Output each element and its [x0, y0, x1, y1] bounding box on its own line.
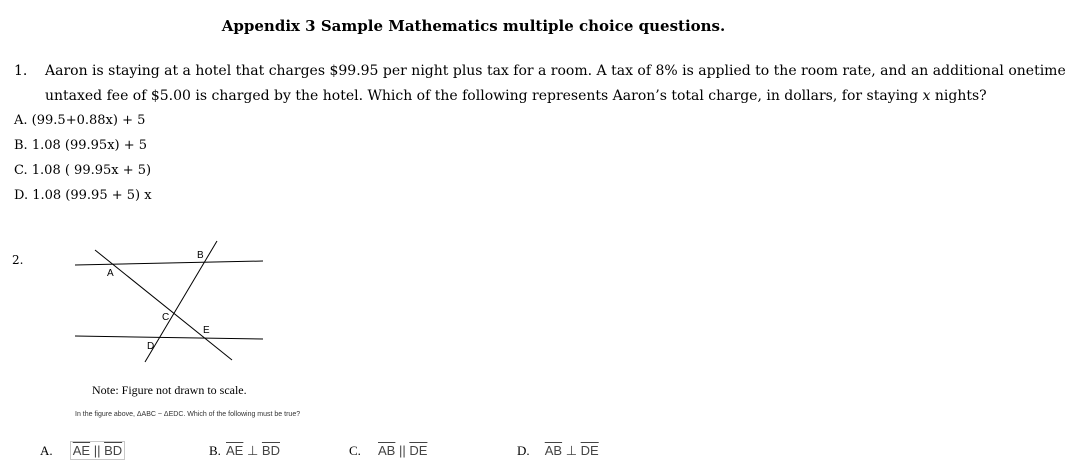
- answer-expression: [545, 443, 599, 458]
- question-1-text-end: nights?: [930, 88, 987, 104]
- answer-d[interactable]: [517, 440, 599, 459]
- question-2-number: 2.: [12, 253, 24, 267]
- question-1-text-line-2: [45, 88, 987, 104]
- line-ae: [95, 250, 232, 360]
- option-c[interactable]: [14, 163, 151, 178]
- option-letter: C.: [14, 163, 28, 178]
- answer-expression: [378, 443, 427, 458]
- answer-c[interactable]: [349, 440, 427, 459]
- question-2-prompt: In the figure above, ΔABC ~ ΔEDC. Which of the following must be true?: [75, 411, 301, 418]
- label-b: B: [197, 250, 204, 261]
- answer-letter: C.: [349, 443, 361, 458]
- relation: ⊥: [243, 443, 262, 458]
- relation: ||: [90, 443, 105, 458]
- segment: $\overline{BD}$: [104, 443, 123, 458]
- answer-expression: [70, 441, 125, 460]
- label-c: C: [162, 312, 170, 323]
- page-title: Appendix 3 Sample Mathematics multiple choice questions.: [221, 17, 726, 35]
- bottom-parallel-line: [75, 336, 263, 339]
- option-a[interactable]: [14, 113, 145, 128]
- top-parallel-line: [75, 261, 263, 265]
- option-text: 1.08 (99.95 + 5) x: [32, 188, 152, 203]
- option-d[interactable]: [14, 188, 152, 203]
- segment: $\overline{AE}$: [72, 443, 91, 458]
- label-a: A: [107, 268, 114, 279]
- label-e: E: [203, 325, 210, 336]
- segment: $\overline{DE}$: [580, 443, 599, 458]
- answer-a[interactable]: [40, 440, 125, 459]
- segment: $\overline{DE}$: [409, 443, 428, 458]
- answer-b[interactable]: [209, 440, 280, 459]
- variable-x: x: [922, 88, 931, 104]
- option-b[interactable]: [14, 138, 147, 153]
- question-1-text-line-1: Aaron is staying at a hotel that charges $99.95 per night plus tax for a room. A tax of 8% is applied to the room rate, and an additional onetime: [45, 63, 1066, 79]
- answer-expression: [226, 443, 280, 458]
- segment: $\overline{BD}$: [261, 443, 280, 458]
- figure-note: Note: Figure not drawn to scale.: [92, 383, 247, 397]
- option-text: 1.08 (99.95x) + 5: [31, 138, 148, 153]
- geometry-figure: [70, 238, 270, 368]
- option-letter: A.: [14, 113, 28, 128]
- question-1-number: 1.: [14, 63, 28, 79]
- line-bd: [145, 241, 217, 362]
- relation: ⊥: [562, 443, 581, 458]
- answer-letter: D.: [517, 443, 530, 458]
- option-letter: D.: [14, 188, 29, 203]
- segment: $\overline{AE}$: [226, 443, 244, 458]
- answer-letter: B.: [209, 443, 221, 458]
- answer-letter: A.: [40, 443, 53, 458]
- option-text: (99.5+0.88x) + 5: [31, 113, 146, 128]
- option-letter: B.: [14, 138, 28, 153]
- label-d: D: [147, 341, 155, 352]
- question-1-text-part: untaxed fee of $5.00 is charged by the hotel. Which of the following represents Aaron’s total charge, in dollars, for staying: [45, 88, 923, 104]
- option-text: 1.08 ( 99.95x + 5): [31, 163, 152, 178]
- segment: $\overline{AB}$: [544, 443, 563, 458]
- segment: $\overline{AB}$: [378, 443, 396, 458]
- relation: ||: [395, 443, 410, 458]
